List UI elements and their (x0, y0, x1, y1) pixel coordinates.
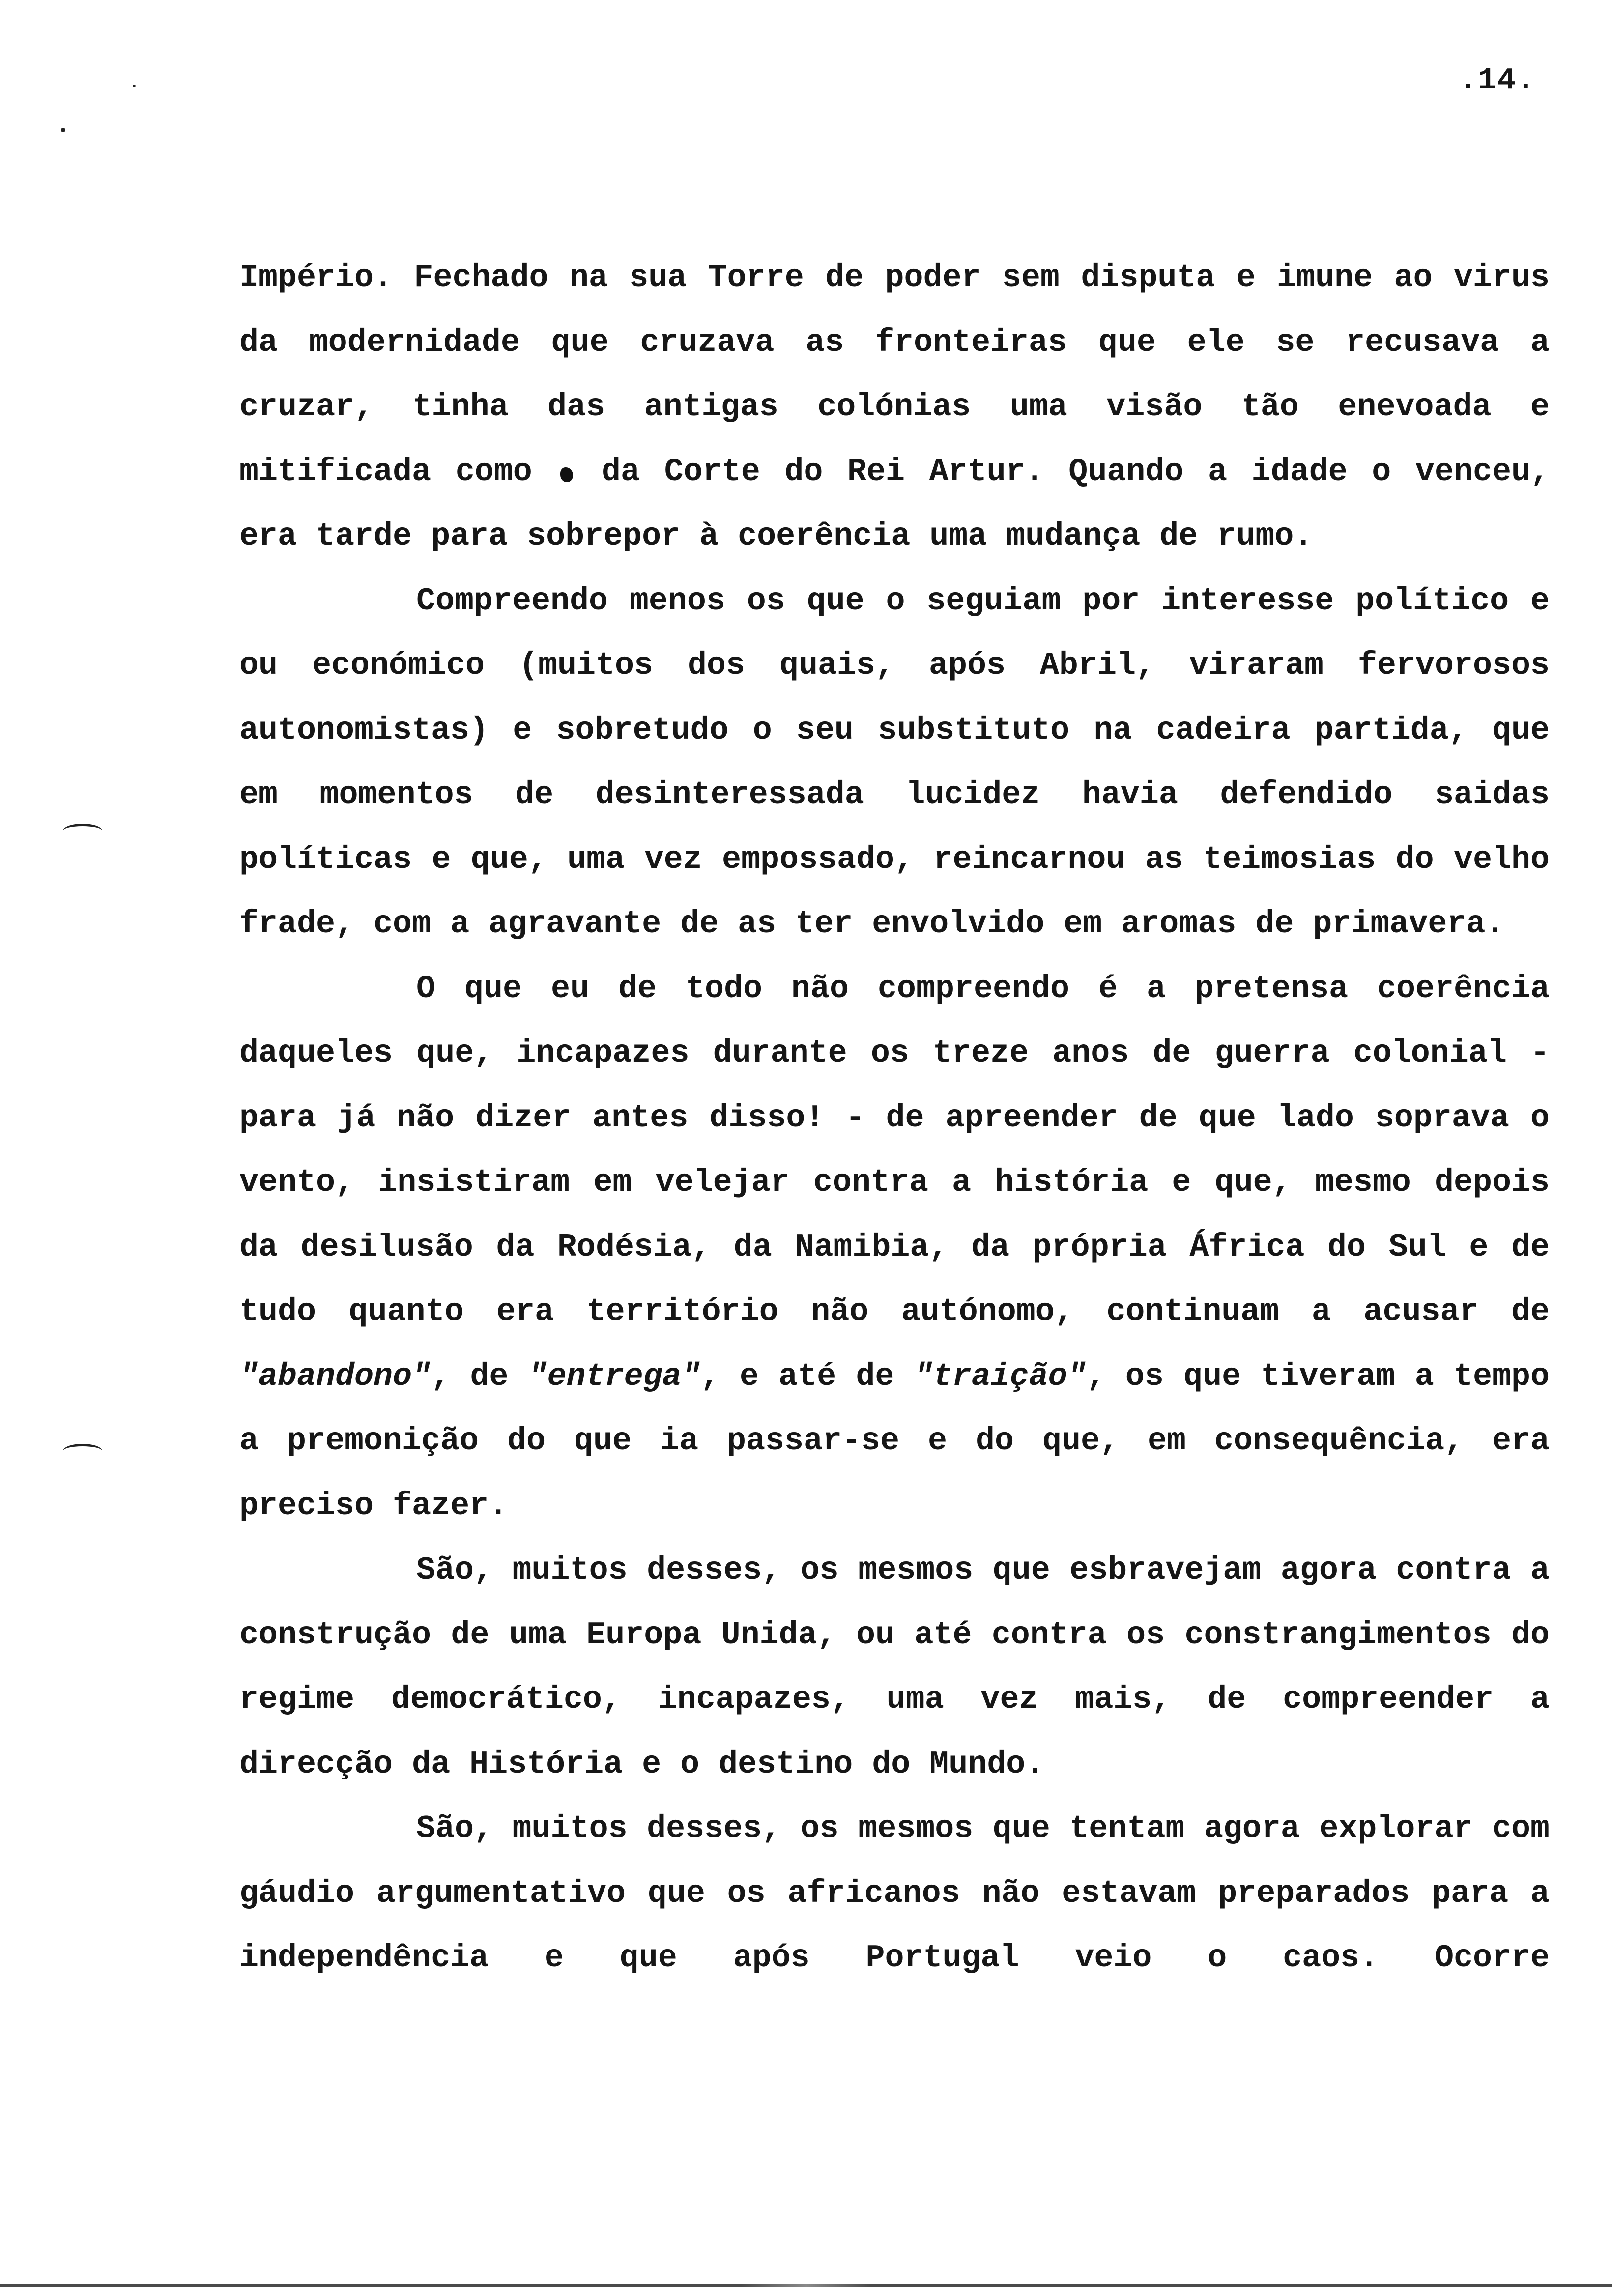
page-number: .14. (1459, 63, 1536, 98)
quote-traicao: "traição" (914, 1358, 1087, 1395)
body-text (239, 246, 1550, 1991)
punch-hole-mark (63, 824, 102, 838)
paragraph-5: São, muitos desses, os mesmos que tentam agora explorar com gáudio argumentativo que os africanos não estavam preparados para a independência e que após Portugal veio o caos. Ocorre (239, 1810, 1550, 1976)
paragraph-1-text-b: da Corte do Rei Artur. Quando a idade o venceu, era tarde para sobrepor à coerência uma mudança de rumo. (239, 453, 1550, 554)
bottom-edge-rule (0, 2284, 1612, 2287)
paragraph-3-text-c: , e até de (700, 1358, 894, 1395)
paragraph-3-text-b: , de (431, 1358, 509, 1395)
scan-speck (132, 84, 136, 88)
paragraph-1 (239, 246, 1550, 569)
paragraph-3-text-d: , os que tiveram a tempo a premonição do que ia passar-se e do que, em consequência, era preciso fazer. (239, 1358, 1550, 1524)
paragraph-3-text-a: O que eu de todo não compreendo é a pretensa coerência daqueles que, incapazes durante os treze anos de guerra colonial - para já não dizer antes disso! - de apreender de que lado soprava o vento, insistiram em velejar contra a história e que, mesmo depois da desilusão da Rodésia, da Namibia, da própria África do Sul e de tudo quanto era território não autónomo, continuam a acusar de (239, 970, 1550, 1330)
paragraph-2: Compreendo menos os que o seguiam por interesse político e ou económico (muitos dos quais, após Abril, viraram fervorosos autonomistas) e sobretudo o seu substituto na cadeira partida, que em momentos de desinteressada lucidez havia defendido saidas políticas e que, uma vez empossado, reincarnou as teimosias do velho frade, com a agravante de as ter envolvido em aromas de primavera. (239, 582, 1550, 942)
quote-entrega: "entrega" (528, 1358, 701, 1395)
punch-hole-mark (63, 1444, 102, 1458)
paragraph-3 (239, 957, 1550, 1539)
paragraph-1-text-a: Império. Fechado na sua Torre de poder sem disputa e imune ao virus da modernidade que cruzava as fronteiras que ele se recusava a cruzar, tinha das antigas colónias uma visão tão enevoada e mitificada como (239, 259, 1550, 490)
scan-speck (61, 128, 65, 132)
quote-abandono: "abandono" (239, 1358, 432, 1395)
paragraph-4: São, muitos desses, os mesmos que esbravejam agora contra a construção de uma Europa Unida, ou até contra os constrangimentos do regime democrático, incapazes, uma vez mais, de compreender a direcção da História e o destino do Mundo. (239, 1552, 1550, 1782)
ink-blot-mark (560, 467, 573, 482)
